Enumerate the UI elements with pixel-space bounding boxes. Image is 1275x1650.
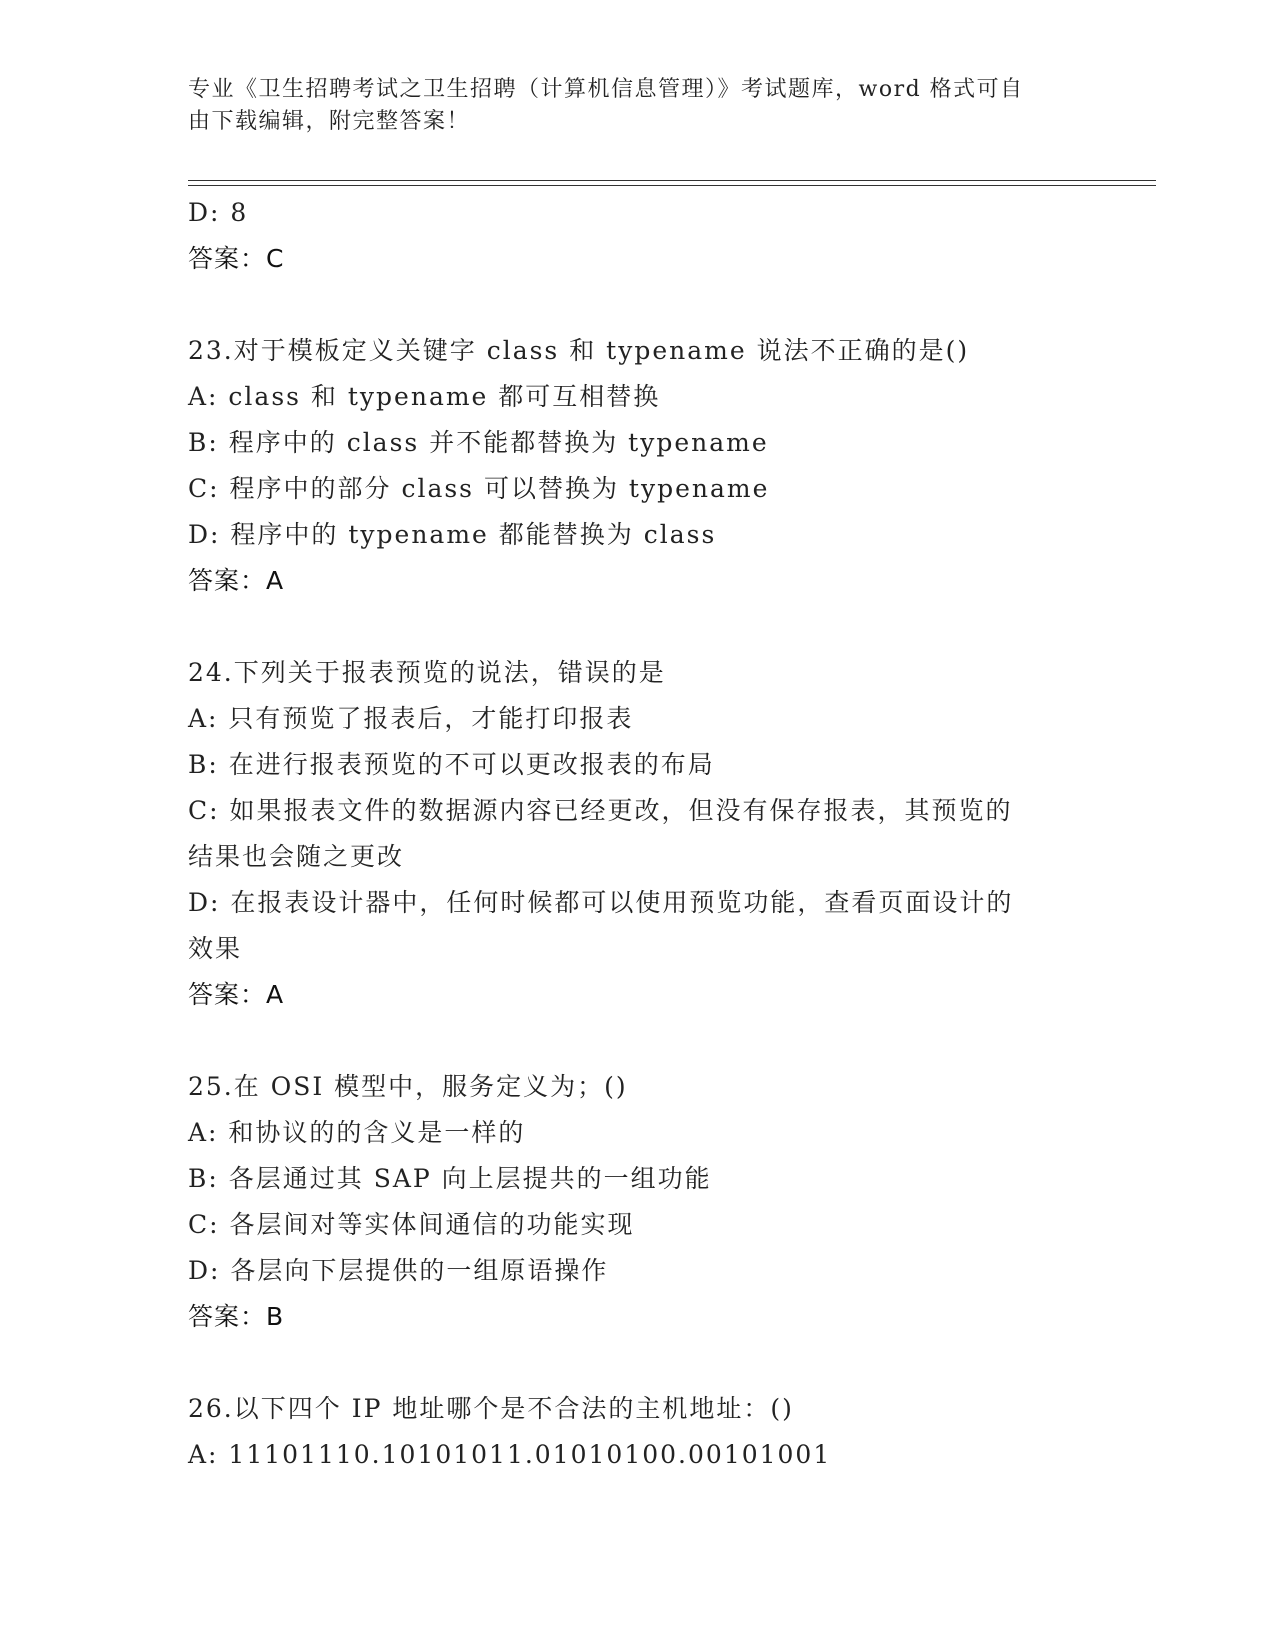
option-b: B: 各层通过其 SAP 向上层提共的一组功能 xyxy=(188,1164,712,1193)
answer-line: 答案：B xyxy=(188,1302,285,1331)
spacer xyxy=(188,604,1088,650)
question-25 xyxy=(188,1064,1088,1340)
option-a: A: 只有预览了报表后，才能打印报表 xyxy=(188,704,634,733)
question-24 xyxy=(188,650,1088,1018)
option-b: B: 程序中的 class 并不能都替换为 typename xyxy=(188,428,769,457)
option-c-continuation: 结果也会随之更改 xyxy=(188,842,405,871)
question-26 xyxy=(188,1386,1088,1478)
option-c: C: 各层间对等实体间通信的功能实现 xyxy=(188,1210,635,1239)
question-stem: 24.下列关于报表预览的说法，错误的是 xyxy=(188,658,666,687)
spacer xyxy=(188,282,1088,328)
header-line-2: 由下载编辑，附完整答案！ xyxy=(188,109,471,134)
option-a: A: 11101110.10101011.01010100.00101001 xyxy=(188,1440,832,1469)
question-stem: 26.以下四个 IP 地址哪个是不合法的主机地址：() xyxy=(188,1394,794,1423)
spacer xyxy=(188,1340,1088,1386)
answer-line: 答案：C xyxy=(188,244,285,273)
document-header xyxy=(188,74,1068,138)
question-23 xyxy=(188,328,1088,604)
answer-line: 答案：A xyxy=(188,566,285,595)
answer-line: 答案：A xyxy=(188,980,285,1009)
option-a: A: 和协议的的含义是一样的 xyxy=(188,1118,526,1147)
question-stem: 25.在 OSI 模型中，服务定义为；() xyxy=(188,1072,628,1101)
header-divider-top xyxy=(188,180,1156,181)
question-stem: 23.对于模板定义关键字 class 和 typename 说法不正确的是() xyxy=(188,336,970,365)
header-divider-bottom xyxy=(188,185,1156,186)
option-d-continuation: 效果 xyxy=(188,934,243,963)
option-d: D: 程序中的 typename 都能替换为 class xyxy=(188,520,717,549)
header-line-1: 专业《卫生招聘考试之卫生招聘（计算机信息管理）》考试题库，word 格式可自 xyxy=(188,77,1024,102)
option-c: C: 程序中的部分 class 可以替换为 typename xyxy=(188,474,770,503)
spacer xyxy=(188,1018,1088,1064)
previous-question-tail xyxy=(188,190,1088,282)
option-c: C: 如果报表文件的数据源内容已经更改，但没有保存报表，其预览的 xyxy=(188,796,1013,825)
option-a: A: class 和 typename 都可互相替换 xyxy=(188,382,661,411)
question-content xyxy=(188,190,1088,1478)
option-d: D: 在报表设计器中，任何时候都可以使用预览功能，查看页面设计的 xyxy=(188,888,1014,917)
option-d: D: 各层向下层提供的一组原语操作 xyxy=(188,1256,609,1285)
option-d: D: 8 xyxy=(188,198,249,227)
option-b: B: 在进行报表预览的不可以更改报表的布局 xyxy=(188,750,715,779)
